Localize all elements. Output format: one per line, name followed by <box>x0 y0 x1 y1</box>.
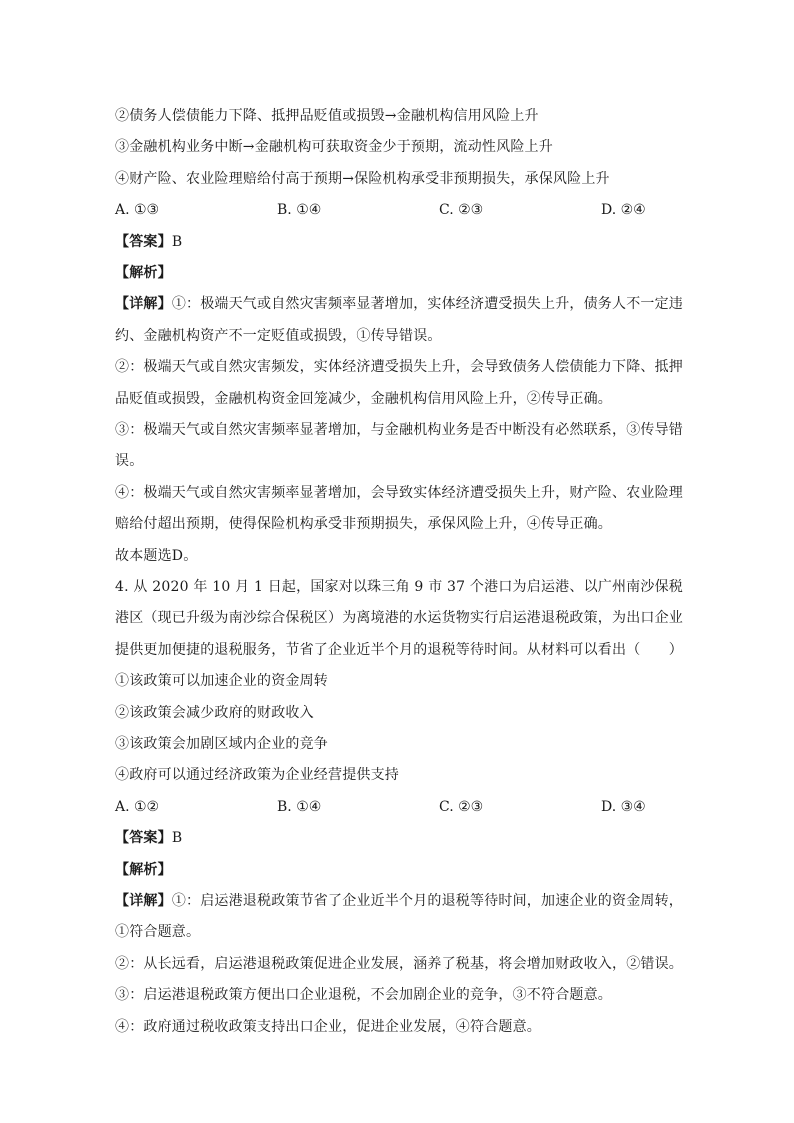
q4-statement-3: ③该政策会加剧区域内企业的竞争 <box>115 735 328 752</box>
q3-detail-4: ④：极端天气或自然灾害频率显著增加，会导致实体经济遭受损失上升，财产险、农业险理赔给付超出预期，使得保险机构承受非预期损失，承保风险上升，④传导正确。 <box>115 484 683 533</box>
q4-answer-label: 【答案】 <box>115 830 172 847</box>
q3-detail-1 <box>115 289 683 352</box>
q4-options <box>115 792 683 823</box>
q3-answer-value: B <box>171 233 183 250</box>
q3-statement-2: ②债务人偿债能力下降、抵押品贬值或损毁→金融机构信用风险上升 <box>115 108 539 124</box>
q3-option-d: D. ②④ <box>601 202 646 219</box>
q4-answer <box>115 823 683 854</box>
q4-detail-2: ②：从长远看，启运港退税政策促进企业发展，涵养了税基，将会增加财政收入，②错误。 <box>115 955 683 972</box>
q4-analysis-label: 【解析】 <box>115 861 172 878</box>
q3-statement-3: ③金融机构业务中断→金融机构可获取资金少于预期，流动性风险上升 <box>115 139 553 156</box>
q4-stem: 4. 从 2020 年 10 月 1 日起，国家对以珠三角 9 市 37 个港口为启运港、以广州南沙保税港区（现已升级为南沙综合保税区）为离境港的水运货物实行启运港退税政策，为出口企业提供更加便捷的退税服务，节省了企业近半个月的退税等待时间。从材料可以看出（ ） <box>115 578 683 658</box>
document-content <box>115 101 683 1043</box>
q4-statement-1: ①该政策可以加速企业的资金周转 <box>115 673 328 690</box>
q4-option-d: D. ③④ <box>601 798 646 815</box>
q4-option-c: C. ②③ <box>439 798 484 815</box>
q3-answer-label: 【答案】 <box>115 233 172 250</box>
q4-detail-3: ③：启运港退税政策方便出口企业退税，不会加剧企业的竞争，③不符合题意。 <box>115 987 612 1004</box>
q4-detail-1 <box>115 886 683 949</box>
q4-answer-value: B <box>171 830 183 847</box>
q3-option-b: B. ①④ <box>277 202 322 219</box>
q4-detail-1-text: ①：启运港退税政策节省了企业近半个月的退税等待时间，加速企业的资金周转，①符合题意。 <box>115 892 684 941</box>
q3-options <box>115 195 683 226</box>
q4-statement-2: ②该政策会减少政府的财政收入 <box>115 704 314 721</box>
q4-detail-label: 【详解】 <box>115 892 172 909</box>
q4-statement-4: ④政府可以通过经济政策为企业经营提供支持 <box>115 767 399 784</box>
q3-detail-3: ③：极端天气或自然灾害频率显著增加，与金融机构业务是否中断没有必然联系，③传导错误。 <box>115 421 683 470</box>
q3-statement-4: ④财产险、农业险理赔给付高于预期→保险机构承受非预期损失，承保风险上升 <box>115 170 610 187</box>
q3-answer <box>115 227 683 258</box>
q3-detail-2: ②：极端天气或自然灾害频发，实体经济遭受损失上升，会导致债务人偿债能力下降、抵押品贬值或损毁，金融机构资金回笼减少，金融机构信用风险上升，②传导正确。 <box>115 359 683 407</box>
q3-option-c: C. ②③ <box>439 202 484 219</box>
q3-analysis-label: 【解析】 <box>115 264 172 281</box>
q4-detail-4: ④：政府通过税收政策支持出口企业，促进企业发展，④符合题意。 <box>115 1018 541 1035</box>
q3-detail-label: 【详解】 <box>115 296 172 313</box>
q4-option-b: B. ①④ <box>277 798 322 815</box>
q3-option-a: A. ①③ <box>115 202 160 219</box>
q4-option-a: A. ①② <box>115 798 160 815</box>
q3-detail-1-text: ①：极端天气或自然灾害频率显著增加，实体经济遭受损失上升，债务人不一定违约、金融机构资产不一定贬值或损毁，①传导错误。 <box>115 296 684 344</box>
q3-conclusion: 故本题选D。 <box>115 547 198 564</box>
